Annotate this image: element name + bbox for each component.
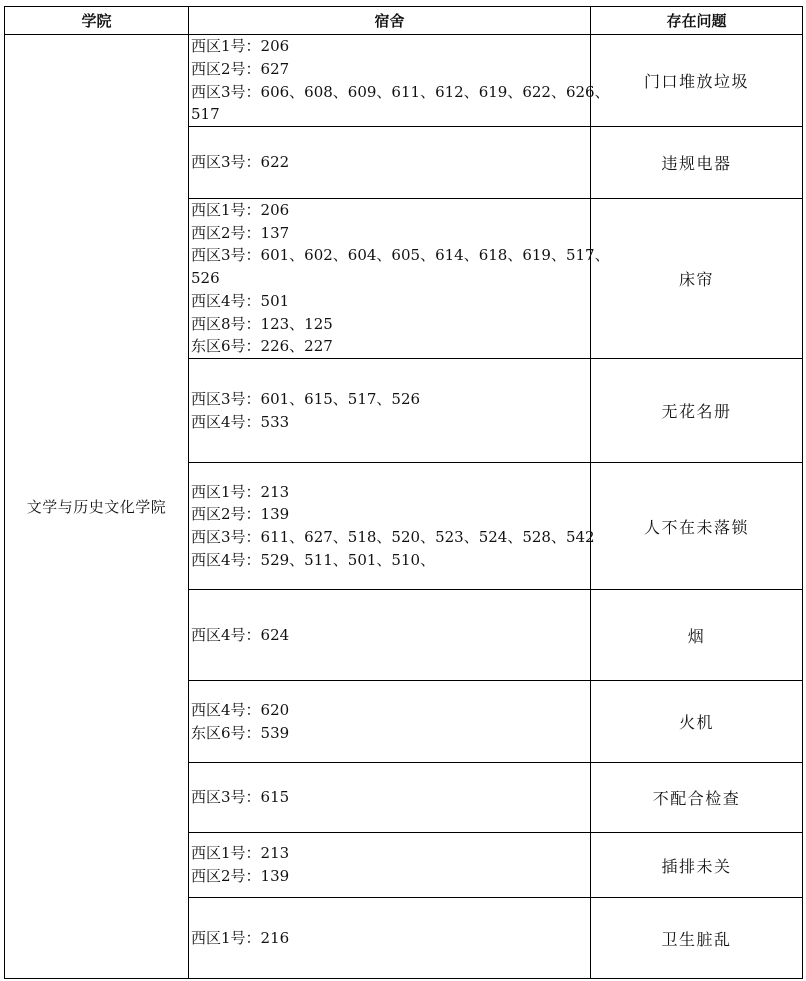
issue-cell: 门口堆放垃圾 xyxy=(591,35,803,127)
header-college: 学院 xyxy=(5,7,189,35)
dorm-line: 西区3号：622 xyxy=(191,153,290,172)
dorm-cell xyxy=(189,127,591,199)
college-cell: 文学与历史文化学院 xyxy=(5,35,189,979)
dorm-line: 西区4号：533 xyxy=(191,412,290,431)
dorm-cell xyxy=(189,681,591,763)
dorm-cell xyxy=(189,359,591,463)
dorm-cell xyxy=(189,590,591,681)
dorm-line: 西区1号：206 xyxy=(191,201,290,220)
dorm-line: 西区2号：627 xyxy=(191,59,290,78)
dorm-cell xyxy=(189,463,595,590)
dorm-line: 西区4号：529、511、501、510、 xyxy=(191,550,436,569)
issue-cell: 人不在未落锁 xyxy=(591,463,803,590)
issue-cell: 火机 xyxy=(591,681,803,763)
dorm-line: 西区3号：606、608、609、611、612、619、622、626、 xyxy=(191,82,610,101)
dorm-line: 西区2号：139 xyxy=(191,867,290,885)
header-dorm: 宿舍 xyxy=(189,7,591,35)
dorm-line: 526 xyxy=(191,269,220,288)
dorm-cell xyxy=(189,199,610,359)
dorm-line: 西区4号：624 xyxy=(191,625,290,644)
dorm-line: 西区3号：615 xyxy=(191,788,290,807)
dorm-line: 西区3号：601、602、604、605、614、618、619、517、 xyxy=(191,246,610,265)
inspection-table xyxy=(4,6,803,979)
dorm-cell xyxy=(189,763,591,833)
header-issue: 存在问题 xyxy=(591,7,803,35)
dorm-line: 西区1号：213 xyxy=(191,482,290,501)
issue-cell: 床帘 xyxy=(591,199,803,359)
dorm-line: 517 xyxy=(191,105,220,124)
dorm-cell xyxy=(189,898,591,979)
dorm-line: 西区3号：611、627、518、520、523、524、528、542 xyxy=(191,528,595,546)
issue-cell: 不配合检查 xyxy=(591,763,803,833)
dorm-line: 东区6号：226、227 xyxy=(191,337,333,356)
dorm-line: 西区1号：216 xyxy=(191,928,290,947)
table-body xyxy=(5,35,803,979)
dorm-line: 西区2号：137 xyxy=(191,223,290,242)
dorm-line: 东区6号：539 xyxy=(191,723,290,742)
dorm-line: 西区4号：620 xyxy=(191,700,290,719)
issue-cell: 违规电器 xyxy=(591,127,803,199)
dorm-line: 西区3号：601、615、517、526 xyxy=(191,389,421,408)
header-row xyxy=(5,7,803,35)
dorm-line: 西区1号：213 xyxy=(191,844,290,863)
issue-cell: 卫生脏乱 xyxy=(591,898,803,979)
dorm-cell xyxy=(189,35,610,127)
dorm-line: 西区4号：501 xyxy=(191,291,290,310)
table-row xyxy=(5,35,803,127)
issue-cell: 插排未关 xyxy=(591,833,803,898)
dorm-line: 西区2号：139 xyxy=(191,505,290,524)
dorm-line: 西区8号：123、125 xyxy=(191,314,333,333)
dorm-line: 西区1号：206 xyxy=(191,37,290,56)
issue-cell: 无花名册 xyxy=(591,359,803,463)
issue-cell: 烟 xyxy=(591,590,803,681)
dorm-cell xyxy=(189,833,591,898)
